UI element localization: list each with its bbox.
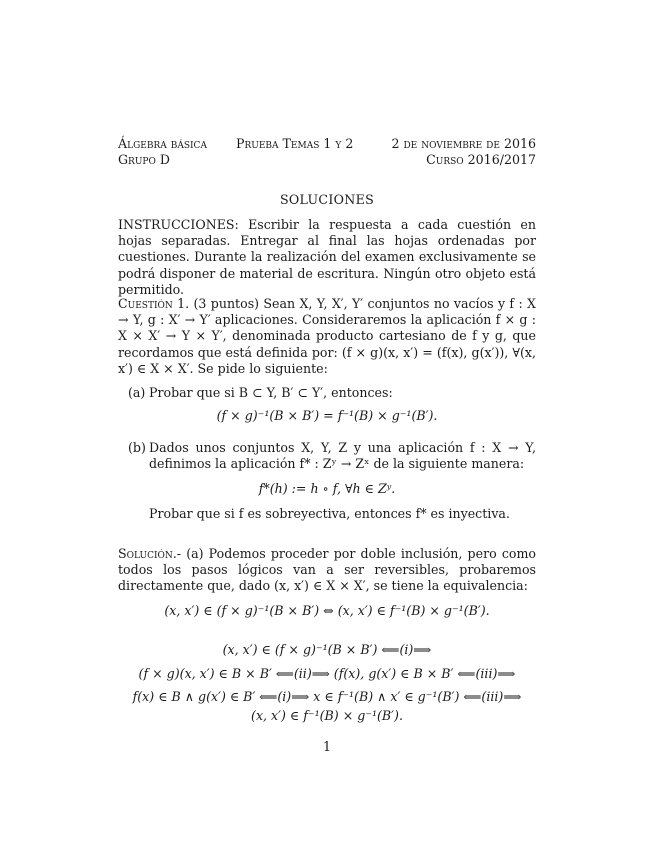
question-label: Cuestión 1. <box>118 296 190 311</box>
solution-text: (a) Podemos proceder por doble inclusión, pero como todos los pasos lógicos van a ser reversibles, probaremos directamente que, dado (x, x′) ∈ X × X′, se tiene la equivalencia: <box>118 546 536 594</box>
solution-label: Solución.- <box>118 546 182 561</box>
exam-name: Prueba Temas 1 y 2 <box>236 136 354 151</box>
item-a-text: Probar que si B ⊂ Y, B′ ⊂ Y′, entonces: <box>149 385 393 400</box>
question-1 <box>118 296 536 377</box>
page-number: 1 <box>322 739 331 754</box>
academic-year: Curso 2016/2017 <box>426 152 536 167</box>
page-title: SOLUCIONES <box>279 192 374 207</box>
instructions: INSTRUCCIONES: Escribir la respuesta a cada cuestión en hojas separadas. Entregar al final las hojas ordenadas por cuestiones. Durante la realización del examen exclusivamente se podrá disponer de material de escritura. Ningún otro objeto está permitido. <box>118 217 536 297</box>
chain-line-4: (x, x′) ∈ f⁻¹(B) × g⁻¹(B′). <box>251 708 403 723</box>
chain-line-1: (x, x′) ∈ (f × g)⁻¹(B × B′) ⟸(i)⟹ <box>222 642 432 657</box>
item-b-conclusion: Probar que si f es sobreyectiva, entonces f* es inyectiva. <box>149 506 510 521</box>
exam-date: 2 de noviembre de 2016 <box>391 136 536 151</box>
solution-equivalence: (x, x′) ∈ (f × g)⁻¹(B × B′) ⇔ (x, x′) ∈ f⁻¹(B) × g⁻¹(B′). <box>164 603 490 618</box>
question-text: (3 puntos) Sean X, Y, X′, Y′ conjuntos no vacíos y f : X → Y, g : X′ → Y′ aplicaciones. Consideraremos la aplicación f × g : X × X′ → Y × Y′, denominada producto cartesiano de f y g, que recordamos que está definida por: (f × g)(x, x′) = (f(x), g(x′)), ∀(x, x′) ∈ X × X′. Se pide lo siguiente: <box>118 296 536 376</box>
item-a-label: (a) <box>128 385 146 400</box>
item-b-formula: f*(h) := h ∘ f, ∀h ∈ Zʸ. <box>258 481 396 496</box>
item-b-label: (b) <box>128 440 146 455</box>
chain-line-3: f(x) ∈ B ∧ g(x′) ∈ B′ ⟸(i)⟹ x ∈ f⁻¹(B) ∧ x′ ∈ g⁻¹(B′) ⟸(iii)⟹ <box>132 689 522 704</box>
item-a-formula: (f × g)⁻¹(B × B′) = f⁻¹(B) × g⁻¹(B′). <box>216 408 438 423</box>
solution <box>118 546 536 595</box>
group-name: Grupo D <box>118 152 170 167</box>
item-b-text: Dados unos conjuntos X, Y, Z y una aplicación f : X → Y, definimos la aplicación f* : Zʸ → Zˣ de la siguiente manera: <box>149 440 536 472</box>
course-name: Álgebra básica <box>118 136 207 151</box>
chain-line-2: (f × g)(x, x′) ∈ B × B′ ⟸(ii)⟹ (f(x), g(x′) ∈ B × B′ ⟸(iii)⟹ <box>138 666 516 681</box>
